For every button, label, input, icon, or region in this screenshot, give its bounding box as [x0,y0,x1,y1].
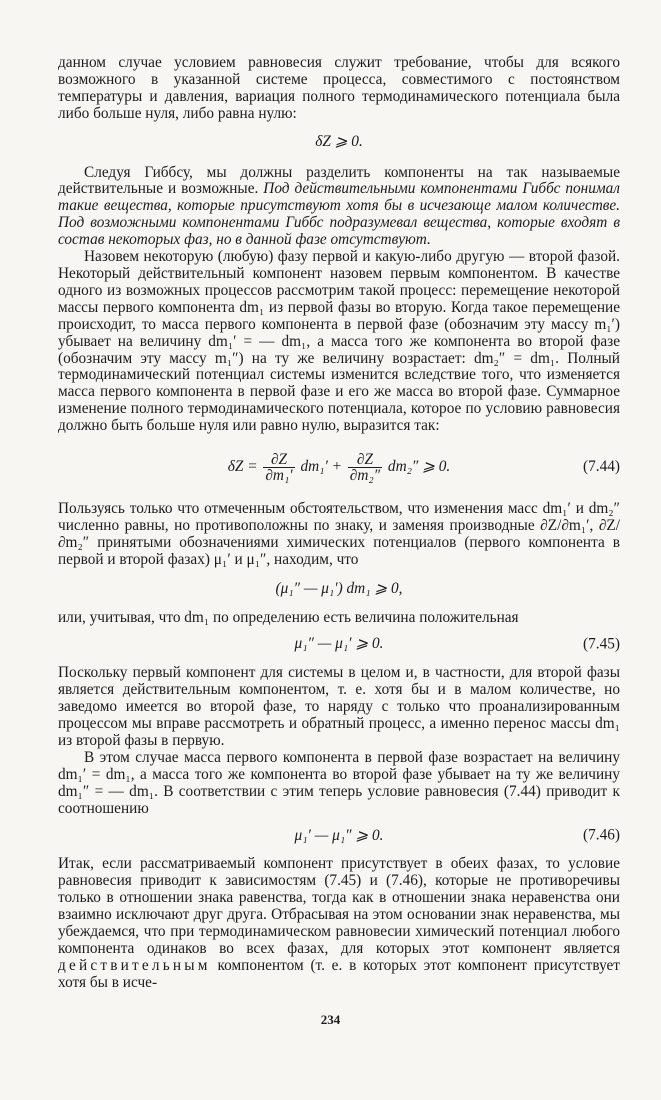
conclusion-text: Итак, если рассматриваемый компонент присутствует в обеих фазах, то условие равновесия приводит к зависимостям (7.45) и (7.46), которые не противоречивы только в отношении знака равенства, тогда как в отношении знака неравенства они взаимно исключают друг друга. Отбрасывая на этом основании знак неравенства, мы убеждаемся, что при термодинамическом равновесии химический потенциал любого компонента одинаков во всех фазах, для которых этот компонент является [58,855,620,957]
gibbs-definition-italic: Под действительными компонентами Гиббс понимал такие вещества, которые присутствуют хотя бы в исчезающе малом количестве. Под возможными компонентами Гиббс подразумевал вещества, которые входят в состав некоторых фаз, но в данной фазе отсутствуют. [58,180,620,249]
formula-7-44-term1: dm₁′ + [300,458,342,476]
formula-7-45 [58,636,620,653]
paragraph-equilibrium-condition: данном случае условием равновесия служит требование, чтобы для всякого возможного в указанной системе процесса, совместимого с постоянством температуры и давления, вариация полного термодинамического потенциала была либо больше нуля, либо равна нулю: [58,54,620,122]
fraction-dz-dm1 [263,452,294,483]
formula-mu-difference: (μ₁″ — μ₁′) dm₁ ⩾ 0, [275,579,403,597]
fraction-numerator: ∂Z [263,452,294,468]
fraction-denominator: ∂m₂″ [349,467,381,485]
formula-7-44-lhs: δZ = [227,458,258,476]
page-body [58,55,620,992]
conclusion-text-end: компонентом (т. е. в которых этот компонент присутствует хотя бы в исче- [58,956,620,991]
formula-7-44-term2: dm₂″ ⩾ 0. [387,458,451,476]
formula-7-46 [58,828,620,845]
gibbs-intro-text: Следуя Гиббсу, мы должны разделить компоненты на так называемые действительные и возможные. [58,163,620,198]
paragraph-dm-positive: или, учитывая, что dm₁ по определению есть величина положительная [58,608,519,626]
equation-number: (7.46) [583,826,620,844]
equation-number: (7.44) [583,458,620,476]
fraction-numerator: ∂Z [348,452,382,468]
formula-dz-nonnegative: δZ ⩾ 0. [315,132,363,150]
page-number: 234 [320,1012,341,1027]
paragraph-gibbs-components [58,165,620,250]
paragraph-reverse-process: Поскольку первый компонент для системы в целом и, в частности, для второй фазы является действительным компонентом, т. е. хотя бы и в малом количестве, но заведомо имеется во второй фазе, то наряду с только что проанализированным процессом мы вправе рассмотреть и обратный процесс, а именно перенос массы dm₁ из второй фазы в первую. [58,664,620,749]
conclusion-spaced-word: действительным [58,956,211,974]
paragraph-mass-increase: В этом случае масса первого компонента в первой фазе возрастает на величину dm₁′ = dm₁, а масса того же компонента во второй фазе убывает на ту же величину dm₁″ = — dm₁. В соответствии с этим теперь условие равновесия (7.44) приводит к соотношению [58,748,620,817]
formula-7-44 [58,447,620,487]
paragraph-chemical-potentials: Пользуясь только что отмеченным обстоятельством, что изменения масс dm₁′ и dm₂″ численно равны, но противоположны по знаку, и заменяя производные ∂Z/∂m₁′, ∂Z/∂m₂″ принятыми обозначениями химических потенциалов (первого компонента в первой и второй фазах) μ₁′ и μ₁″, находим, что [58,500,620,568]
equation-number: (7.45) [583,635,620,653]
formula-7-45-expr: μ₁″ — μ₁′ ⩾ 0. [294,635,384,653]
fraction-denominator: ∂m₁′ [265,467,293,485]
paragraph-conclusion [58,856,620,991]
paragraph-phase-process: Назовем некоторую (любую) фазу первой и какую-либо другую — второй фазой. Некоторый действительный компонент назовем первым компонентом. В качестве одного из возможных процессов рассмотрим такой процесс: перемещение некоторой массы первого компонента dm₁ из первой фазы во вторую. Когда такое перемещение происходит, то масса первого компонента в первой фазе (обозначим эту массу m₁′) убывает на величину dm₁′ = — dm₁, а масса того же компонента во второй фазе (обозначим эту массу m₁″) на ту же величину возрастает: dm₂″ = dm₁. Полный термодинамический потенциал системы изменится вследствие того, что изменяется масса первого компонента в первой фазе и его же масса во второй фазе. Суммарное изменение полного термодинамического потенциала, которое по условию равновесия должно быть больше нуля или равно нулю, выразится так: [58,248,620,435]
formula-7-46-expr: μ₁′ — μ₁″ ⩾ 0. [294,826,384,844]
fraction-dz-dm2 [348,452,382,483]
